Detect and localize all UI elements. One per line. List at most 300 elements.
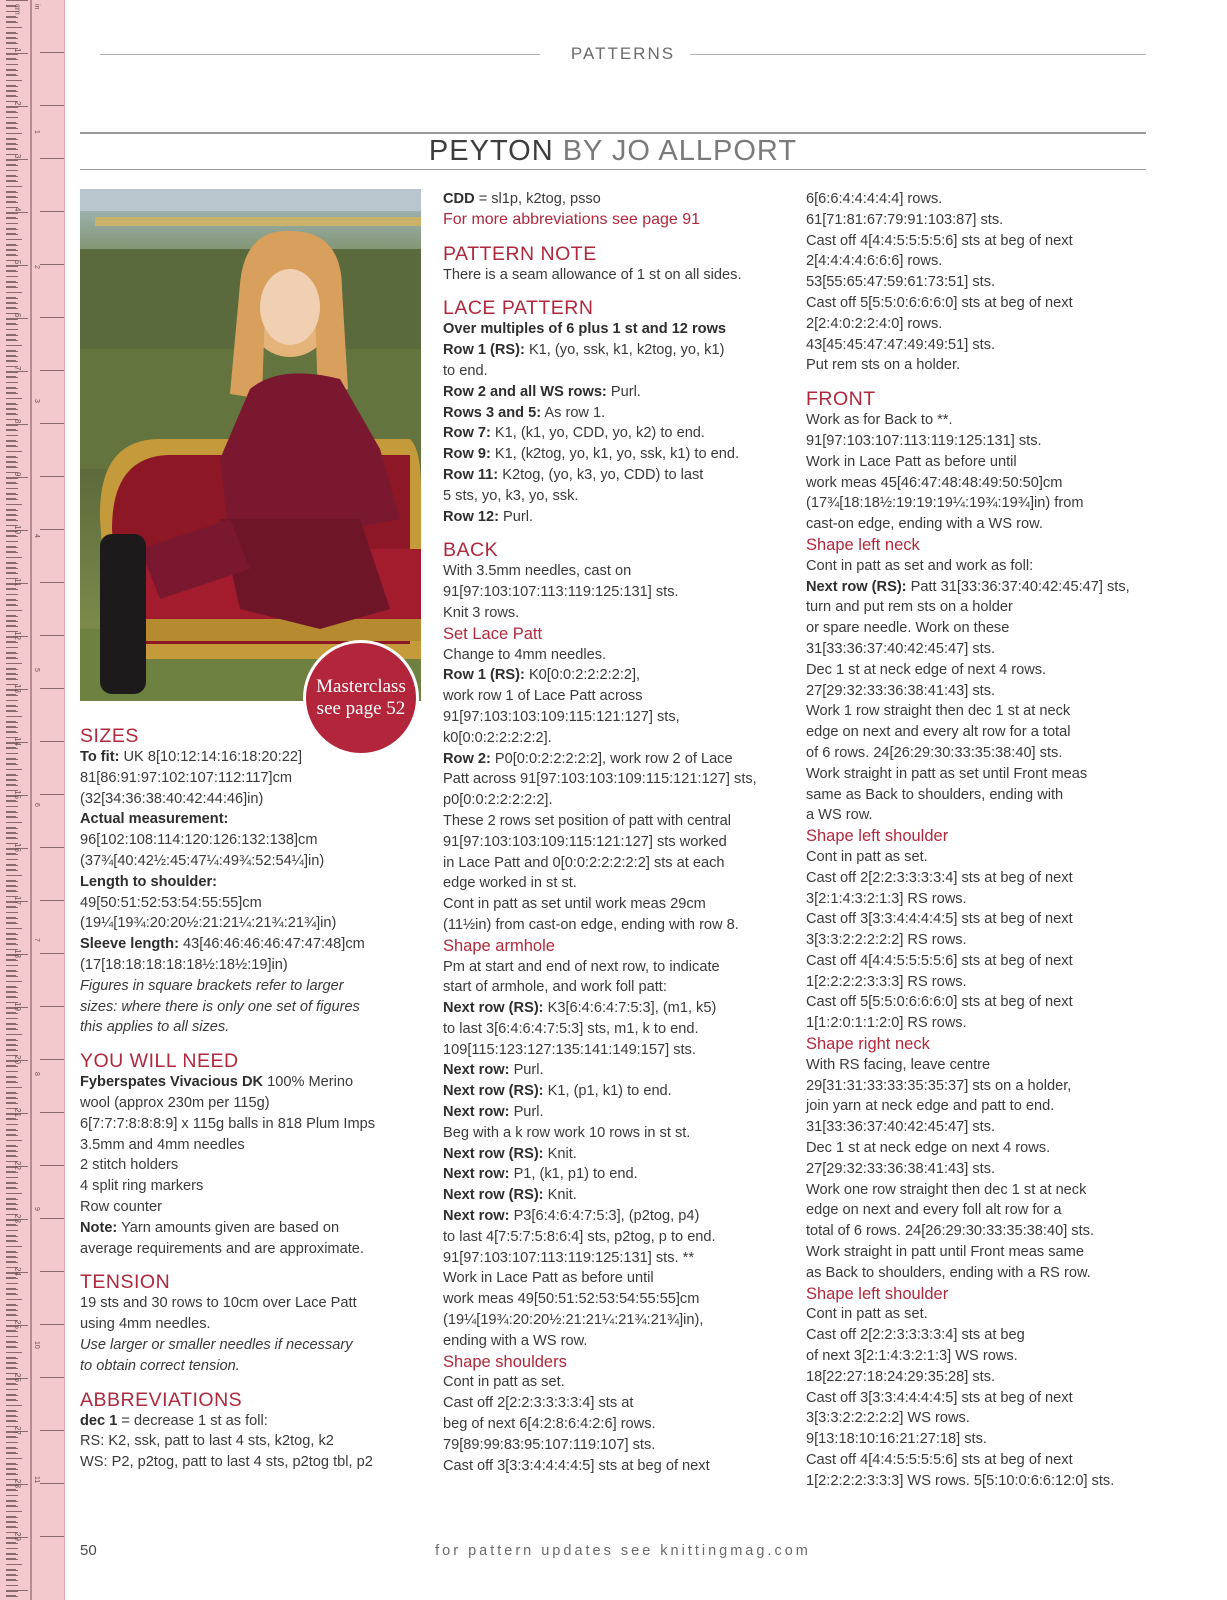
ruler-mm-tick bbox=[6, 239, 22, 240]
ruler-cm-tick bbox=[40, 1112, 64, 1113]
shape-shoulders-subheading: Shape shoulders bbox=[443, 1352, 567, 1371]
ruler-mm-tick bbox=[6, 567, 16, 568]
holders-line: 2 stitch holders bbox=[80, 1157, 179, 1174]
yarn-line: Fyberspates Vivacious DK 100% Merino bbox=[80, 1074, 354, 1091]
ruler-mm-tick bbox=[6, 1553, 16, 1554]
ruler-inch-number: 1 bbox=[33, 130, 40, 134]
armhole-14: to last 4[7:5:7:5:8:6:4] sts, p2tog, p to end. bbox=[443, 1228, 716, 1245]
sizes-note-3: this applies to all sizes. bbox=[80, 1019, 230, 1036]
ruler-cm-tick bbox=[40, 953, 64, 954]
ruler-mm-tick bbox=[6, 1277, 16, 1278]
ruler-cm-number: 25 bbox=[13, 1320, 22, 1329]
ruler-mm-tick bbox=[6, 1187, 16, 1188]
lace-pattern-heading: LACE PATTERN bbox=[443, 297, 594, 320]
ruler-mm-tick bbox=[6, 1182, 16, 1183]
ruler-mm-tick bbox=[6, 1155, 16, 1156]
back-heading: BACK bbox=[443, 539, 499, 562]
ruler-mm-tick bbox=[6, 323, 16, 324]
ruler-mm-tick bbox=[6, 90, 16, 91]
ruler-mm-tick bbox=[6, 1097, 16, 1098]
armhole-5: 109[115:123:127:135:141:149:157] sts. bbox=[443, 1041, 696, 1058]
ruler-mm-tick bbox=[6, 403, 16, 404]
shoulders-4: 79[89:99:83:95:107:119:107] sts. bbox=[443, 1436, 656, 1453]
ruler-cm-tick bbox=[40, 264, 64, 265]
ruler-mm-tick bbox=[6, 604, 16, 605]
ruler-inch-number: 4 bbox=[33, 533, 40, 538]
ruler-mm-tick bbox=[6, 466, 16, 467]
ruler-cm-number: 9 bbox=[13, 472, 22, 477]
ruler-mm-tick bbox=[6, 493, 16, 494]
to-fit-in: (32[34:36:38:40:42:44:46]in) bbox=[80, 790, 264, 807]
dec1-rs: RS: K2, ssk, patt to last 4 sts, k2tog, k2 bbox=[80, 1433, 334, 1450]
ruler-mm-tick bbox=[6, 1299, 22, 1300]
ruler-mm-tick bbox=[6, 387, 16, 388]
ruler-mm-tick bbox=[6, 53, 28, 54]
left-shoulder-9: 1[1:2:0:1:1:2:0] RS rows. bbox=[806, 1015, 967, 1032]
front-6: cast-on edge, ending with a WS row. bbox=[806, 516, 1043, 533]
ruler-mm-tick bbox=[6, 1240, 16, 1241]
left-shoulder-1: Cont in patt as set. bbox=[806, 848, 928, 865]
ruler-mm-tick bbox=[6, 864, 16, 865]
sizes-note-2: sizes: where there is only one set of figures bbox=[80, 998, 360, 1015]
ruler-mm-tick bbox=[6, 1193, 22, 1194]
ruler-cm-tick bbox=[40, 1483, 64, 1484]
left-shoulder-7: 1[2:2:2:2:3:3:3] RS rows. bbox=[806, 973, 967, 990]
ruler-cm-tick bbox=[40, 688, 64, 689]
ruler-mm-tick bbox=[6, 837, 16, 838]
ruler-mm-tick bbox=[6, 678, 16, 679]
ruler-mm-tick bbox=[6, 551, 16, 552]
length-in: (19¼[19¾:20:20½:21:21¼:21¾:21¾]in) bbox=[80, 915, 337, 932]
ruler-mm-tick bbox=[6, 1304, 16, 1305]
more-abbreviations-link[interactable]: For more abbreviations see page 91 bbox=[443, 210, 701, 228]
model-photo bbox=[80, 189, 421, 701]
ruler-cm-number: 23 bbox=[13, 1214, 22, 1223]
ruler-cm-tick bbox=[40, 1059, 64, 1060]
lace-row-7: Row 7: K1, (k1, yo, CDD, yo, k2) to end. bbox=[443, 425, 705, 442]
to-fit-cm: 81[86:91:97:102:107:112:117]cm bbox=[80, 769, 293, 786]
sizes-note-1: Figures in square brackets refer to larger bbox=[80, 977, 344, 994]
ruler-mm-tick bbox=[6, 138, 16, 139]
left-neck-12: same as Back to shoulders, ending with bbox=[806, 786, 1064, 803]
cont-8: 43[45:45:47:47:49:49:51] sts. bbox=[806, 336, 996, 353]
ruler-mm-tick bbox=[6, 721, 16, 722]
ruler-cm-tick bbox=[40, 423, 64, 424]
ruler-mm-tick bbox=[6, 641, 16, 642]
right-neck-4: 31[33:36:37:40:42:45:47] sts. bbox=[806, 1119, 996, 1136]
ruler-mm-tick bbox=[6, 1352, 22, 1353]
ruler-mm-tick bbox=[6, 1585, 16, 1586]
ruler-mm-tick bbox=[6, 307, 16, 308]
ruler-mm-tick bbox=[6, 504, 22, 505]
ruler-inch-number: 2 bbox=[33, 264, 40, 269]
set-lace-6: Row 2: P0[0:0:2:2:2:2:2], work row 2 of Lace bbox=[443, 750, 733, 767]
ruler-mm-tick bbox=[6, 610, 22, 611]
right-neck-2: 29[31:31:33:33:35:35:37] sts on a holder, bbox=[806, 1077, 1072, 1094]
ruler-mm-tick bbox=[6, 37, 16, 38]
armhole-2: start of armhole, and work foll patt: bbox=[443, 979, 667, 996]
ruler-mm-tick bbox=[6, 975, 16, 976]
ruler-mm-tick bbox=[6, 376, 16, 377]
ruler-cm-tick bbox=[40, 105, 64, 106]
ruler-mm-tick bbox=[6, 668, 16, 669]
ruler-mm-tick bbox=[6, 74, 16, 75]
pattern-note-heading: PATTERN NOTE bbox=[443, 242, 597, 265]
ruler-mm-tick bbox=[6, 906, 16, 907]
ruler-mm-tick bbox=[6, 1023, 16, 1024]
ruler-mm-tick bbox=[6, 1436, 16, 1437]
ruler-mm-tick bbox=[6, 1564, 22, 1565]
lace-row-9: Row 9: K1, (k2tog, yo, k1, yo, ssk, k1) to end. bbox=[443, 446, 740, 463]
ruler-mm-tick bbox=[6, 625, 16, 626]
ruler-mm-tick bbox=[6, 1410, 16, 1411]
shoulders-2: Cast off 2[2:2:3:3:3:3:4] sts at bbox=[443, 1395, 634, 1412]
ruler-mm-tick bbox=[6, 355, 16, 356]
dec1-ws: WS: P2, p2tog, patt to last 4 sts, p2tog tbl, p2 bbox=[80, 1454, 373, 1471]
you-will-need-heading: YOU WILL NEED bbox=[80, 1050, 239, 1073]
ruler-mm-tick bbox=[6, 1516, 16, 1517]
ruler-mm-tick bbox=[6, 731, 16, 732]
ruler-mm-tick bbox=[6, 1092, 16, 1093]
set-lace-1: Change to 4mm needles. bbox=[443, 646, 607, 663]
ruler-mm-tick bbox=[6, 196, 16, 197]
ruler-mm-tick bbox=[6, 1357, 16, 1358]
front-heading: FRONT bbox=[806, 388, 876, 411]
ruler-mm-tick bbox=[6, 477, 28, 478]
ruler-mm-tick bbox=[6, 292, 22, 293]
ruler-mm-tick bbox=[6, 244, 16, 245]
ruler-mm-tick bbox=[6, 127, 16, 128]
ruler-mm-tick bbox=[6, 832, 16, 833]
column-2 bbox=[443, 189, 788, 1476]
left-neck-6: Dec 1 st at neck edge of next 4 rows. bbox=[806, 661, 1047, 678]
ruler-cm-number: 8 bbox=[13, 419, 22, 424]
lace-row-3: Rows 3 and 5: As row 1. bbox=[443, 404, 606, 421]
cont-6: Cast off 5[5:5:0:6:6:6:0] sts at beg of next bbox=[806, 294, 1073, 311]
ruler-mm-tick bbox=[6, 32, 16, 33]
ruler-cm-tick bbox=[40, 900, 64, 901]
left-neck-1: Cont in patt as set and work as foll: bbox=[806, 557, 1034, 574]
ruler-mm-tick bbox=[6, 297, 16, 298]
ruler-mm-tick bbox=[6, 663, 22, 664]
to-fit-line: To fit: UK 8[10:12:14:16:18:20:22] bbox=[80, 749, 303, 765]
ruler-cm-number: 29 bbox=[13, 1532, 22, 1541]
left-shoulder-2: Cast off 2[2:2:3:3:3:3:4] sts at beg of next bbox=[806, 869, 1073, 886]
ruler-cm-tick bbox=[40, 1006, 64, 1007]
needles-line: 3.5mm and 4mm needles bbox=[80, 1136, 245, 1153]
ruler-cm-number: 15 bbox=[13, 790, 22, 799]
ruler-mm-tick bbox=[6, 164, 16, 165]
ruler-mm-tick bbox=[6, 1177, 16, 1178]
ruler-mm-tick bbox=[6, 27, 22, 28]
ruler-mm-tick bbox=[6, 180, 16, 181]
armhole-8: Next row: Purl. bbox=[443, 1104, 544, 1121]
left-neck-7: 27[29:32:33:36:38:41:43] sts. bbox=[806, 682, 996, 699]
ruler-cm-number: 6 bbox=[13, 313, 22, 318]
ruler-cm-tick bbox=[40, 211, 64, 212]
ruler-mm-tick bbox=[6, 1341, 16, 1342]
left-neck-2: Next row (RS): Patt 31[33:36:37:40:42:45:47] sts, bbox=[806, 578, 1130, 595]
ruler-mm-tick bbox=[6, 1049, 16, 1050]
ruler-mm-tick bbox=[6, 673, 16, 674]
cdd-line: CDD = sl1p, k2tog, psso bbox=[443, 191, 601, 207]
cont-4: 2[4:4:4:4:6:6:6] rows. bbox=[806, 253, 943, 270]
ruler-mm-tick bbox=[6, 270, 16, 271]
shape-left-shoulder-subheading: Shape left shoulder bbox=[806, 827, 949, 846]
shoulder2-1: Cont in patt as set. bbox=[806, 1306, 928, 1323]
ruler-mm-tick bbox=[6, 758, 16, 759]
ruler-mm-tick bbox=[6, 811, 16, 812]
ruler-mm-tick bbox=[6, 1129, 16, 1130]
tension-1: 19 sts and 30 rows to 10cm over Lace Patt bbox=[80, 1295, 357, 1312]
ruler-mm-tick bbox=[6, 175, 16, 176]
ruler-mm-tick bbox=[6, 546, 16, 547]
ruler-mm-tick bbox=[6, 1362, 16, 1363]
cont-9: Put rem sts on a holder. bbox=[806, 357, 961, 374]
ruler-mm-tick bbox=[6, 875, 22, 876]
ruler-mm-tick bbox=[6, 1495, 16, 1496]
ruler-mm-tick bbox=[6, 1367, 16, 1368]
armhole-16: Work in Lace Patt as before until bbox=[443, 1270, 654, 1287]
cont-2: 61[71:81:67:79:91:103:87] sts. bbox=[806, 211, 1004, 228]
ruler-mm-tick bbox=[6, 1034, 22, 1035]
ruler-mm-tick bbox=[6, 186, 22, 187]
ruler-cm-number: 16 bbox=[13, 843, 22, 852]
ruler-inch-number: 11 bbox=[33, 1476, 40, 1484]
armhole-10: Next row (RS): Knit. bbox=[443, 1145, 577, 1162]
ruler-mm-tick bbox=[6, 1542, 16, 1543]
markers-line: 4 split ring markers bbox=[80, 1178, 204, 1195]
lace-row-11-cont: 5 sts, yo, k3, yo, ssk. bbox=[443, 487, 579, 504]
ruler-mm-tick bbox=[6, 1198, 16, 1199]
right-neck-3: join yarn at neck edge and patt to end. bbox=[806, 1098, 1055, 1115]
page-number: 50 bbox=[80, 1542, 97, 1559]
front-5: (17¾[18:18½:19:19:19¼:19¾:19¾]in) from bbox=[806, 495, 1084, 512]
left-neck-3: turn and put rem sts on a holder bbox=[806, 599, 1013, 616]
set-lace-7: Patt across 91[97:103:103:109:115:121:127] sts, bbox=[443, 771, 757, 788]
cont-3: Cast off 4[4:4:5:5:5:5:6] sts at beg of next bbox=[806, 232, 1073, 249]
ruler-mm-tick bbox=[6, 451, 22, 452]
set-lace-8: p0[0:0:2:2:2:2:2]. bbox=[443, 792, 553, 809]
ruler-mm-tick bbox=[6, 440, 16, 441]
ruler-mm-tick bbox=[6, 482, 16, 483]
ruler-mm-tick bbox=[6, 339, 16, 340]
ruler-cm-tick bbox=[40, 582, 64, 583]
left-shoulder-6: Cast off 4[4:4:5:5:5:5:6] sts at beg of next bbox=[806, 952, 1073, 969]
ruler-mm-tick bbox=[6, 1076, 16, 1077]
ruler-mm-tick bbox=[6, 986, 16, 987]
shoulder2-6: 3[3:3:2:2:2:2:2] WS rows. bbox=[806, 1410, 970, 1427]
ruler-mm-tick bbox=[6, 1251, 16, 1252]
ruler-mm-tick bbox=[6, 853, 16, 854]
back-line-3: Knit 3 rows. bbox=[443, 604, 520, 621]
actual-label: Actual measurement: bbox=[80, 811, 229, 828]
ruler-mm-tick bbox=[6, 822, 22, 823]
ruler-inch-number: 10 bbox=[33, 1341, 40, 1350]
ruler-mm-tick bbox=[6, 753, 16, 754]
ruler-mm-tick bbox=[6, 1134, 16, 1135]
yarn-note-2: average requirements and are approximate. bbox=[80, 1240, 364, 1257]
ruler-mm-tick bbox=[6, 647, 16, 648]
ruler-cm-number: 20 bbox=[13, 1055, 22, 1064]
ruler-mm-tick bbox=[6, 1230, 16, 1231]
ruler-mm-tick bbox=[6, 763, 16, 764]
ruler-mm-tick bbox=[6, 816, 16, 817]
ruler-mm-tick bbox=[6, 1463, 16, 1464]
ruler-cm-tick bbox=[40, 1377, 64, 1378]
sizes-heading: SIZES bbox=[80, 725, 139, 747]
ruler-mm-tick bbox=[6, 0, 28, 1]
ruler-cm-tick bbox=[40, 1271, 64, 1272]
actual-cm: 96[102:108:114:120:126:132:138]cm bbox=[80, 832, 318, 849]
ruler-mm-tick bbox=[6, 1150, 16, 1151]
ruler-mm-tick bbox=[6, 170, 16, 171]
ruler-mm-tick bbox=[6, 201, 16, 202]
ruler-mm-tick bbox=[6, 996, 16, 997]
badge-line-1: Masterclass bbox=[316, 676, 406, 698]
ruler-mm-tick bbox=[6, 562, 16, 563]
ruler-mm-tick bbox=[6, 827, 16, 828]
ruler-mm-tick bbox=[6, 1203, 16, 1204]
ruler-inch-number: 3 bbox=[33, 399, 40, 404]
set-lace-5: k0[0:0:2:2:2:2:2]. bbox=[443, 729, 552, 746]
ruler-cm-number: 24 bbox=[13, 1267, 22, 1276]
right-neck-9: total of 6 rows. 24[26:29:30:33:35:38:40] sts. bbox=[806, 1223, 1095, 1240]
ruler-mm-tick bbox=[6, 488, 16, 489]
ruler-mm-tick bbox=[6, 572, 16, 573]
ruler-mm-tick bbox=[6, 1081, 16, 1082]
front-4: work meas 45[46:47:48:48:49:50:50]cm bbox=[806, 474, 1063, 491]
ruler-cm-number: 22 bbox=[13, 1161, 22, 1170]
yarn-line-3: 6[7:7:7:8:8:8:9] x 115g balls in 818 Plum Imps bbox=[80, 1115, 376, 1132]
ruler-cm-number: 19 bbox=[13, 1002, 22, 1011]
shoulder2-4: 18[22:27:18:24:29:35:28] sts. bbox=[806, 1368, 996, 1385]
ruler-mm-tick bbox=[6, 16, 16, 17]
ruler-mm-tick bbox=[6, 143, 16, 144]
ruler-cm-tick bbox=[40, 1536, 64, 1537]
armhole-1: Pm at start and end of next row, to indicate bbox=[443, 958, 720, 975]
armhole-7: Next row (RS): K1, (p1, k1) to end. bbox=[443, 1083, 672, 1100]
ruler-mm-tick bbox=[6, 360, 16, 361]
ruler-mm-tick bbox=[6, 747, 16, 748]
ruler-mm-tick bbox=[6, 117, 16, 118]
yarn-note: Note: Yarn amounts given are based on bbox=[80, 1219, 340, 1236]
ruler-mm-tick bbox=[6, 111, 16, 112]
left-shoulder-4: Cast off 3[3:3:4:4:4:4:5] sts at beg of next bbox=[806, 911, 1073, 928]
ruler-inch-number: 5 bbox=[33, 668, 40, 673]
ruler-mm-tick bbox=[6, 1569, 16, 1570]
ruler-mm-tick bbox=[6, 1039, 16, 1040]
measuring-ruler bbox=[0, 0, 65, 1600]
footer-url: for pattern updates see knittingmag.com bbox=[435, 1543, 811, 1559]
ruler-mm-tick bbox=[6, 159, 28, 160]
ruler-cm-tick bbox=[40, 529, 64, 530]
ruler-mm-tick bbox=[6, 148, 16, 149]
ruler-mm-tick bbox=[6, 933, 16, 934]
ruler-mm-tick bbox=[6, 541, 16, 542]
right-neck-5: Dec 1 st at neck edge on next 4 rows. bbox=[806, 1140, 1051, 1157]
set-lace-subheading: Set Lace Patt bbox=[443, 624, 543, 643]
ruler-mm-tick bbox=[6, 1288, 16, 1289]
ruler-mm-tick bbox=[6, 514, 16, 515]
ruler-mm-tick bbox=[6, 716, 22, 717]
ruler-cm-tick bbox=[40, 847, 64, 848]
ruler-mm-tick bbox=[6, 228, 16, 229]
armhole-17: work meas 49[50:51:52:53:54:55:55]cm bbox=[443, 1291, 700, 1308]
ruler-mm-tick bbox=[6, 1452, 16, 1453]
sleeve-in: (17[18:18:18:18:18½:18½:19]in) bbox=[80, 956, 288, 973]
lace-row-11: Row 11: K2tog, (yo, k3, yo, CDD) to last bbox=[443, 466, 704, 483]
ruler-mm-tick bbox=[6, 1505, 16, 1506]
ruler-cm-number: 11 bbox=[13, 578, 22, 587]
ruler-mm-tick bbox=[6, 859, 16, 860]
ruler-strip bbox=[30, 0, 32, 1600]
ruler-mm-tick bbox=[6, 1171, 16, 1172]
yarn-line-2: wool (approx 230m per 115g) bbox=[80, 1094, 270, 1111]
ruler-mm-tick bbox=[6, 392, 16, 393]
ruler-mm-tick bbox=[6, 286, 16, 287]
ruler-mm-tick bbox=[6, 1415, 16, 1416]
section-label: PATTERNS bbox=[570, 44, 676, 63]
ruler-mm-tick bbox=[6, 965, 16, 966]
ruler-mm-tick bbox=[6, 1261, 16, 1262]
length-cm: 49[50:51:52:53:54:55:55]cm bbox=[80, 894, 262, 911]
ruler-mm-tick bbox=[6, 1399, 16, 1400]
shape-right-neck-subheading: Shape right neck bbox=[806, 1035, 930, 1054]
ruler-cm-number: 27 bbox=[13, 1426, 22, 1435]
ruler-cm-tick bbox=[40, 635, 64, 636]
right-neck-11: as Back to shoulders, ending with a RS row. bbox=[806, 1264, 1091, 1281]
ruler-mm-tick bbox=[6, 784, 16, 785]
ruler-mm-tick bbox=[6, 1590, 28, 1591]
ruler-mm-tick bbox=[6, 1579, 16, 1580]
ruler-mm-tick bbox=[6, 1405, 22, 1406]
ruler-cm-number: 10 bbox=[13, 525, 22, 534]
left-neck-5: 31[33:36:37:40:42:45:47] sts. bbox=[806, 640, 996, 657]
tension-heading: TENSION bbox=[80, 1271, 171, 1294]
tension-3: Use larger or smaller needles if necessary bbox=[80, 1336, 353, 1353]
ruler-mm-tick bbox=[6, 133, 22, 134]
ruler-cm-number: 17 bbox=[13, 896, 22, 905]
ruler-mm-tick bbox=[6, 1548, 16, 1549]
title-rule-bottom bbox=[80, 169, 1146, 170]
shoulder2-2: Cast off 2[2:2:3:3:3:3:4] sts at beg bbox=[806, 1327, 1025, 1344]
ruler-cm-tick bbox=[40, 370, 64, 371]
ruler-mm-tick bbox=[6, 122, 16, 123]
set-lace-4: 91[97:103:103:109:115:121:127] sts, bbox=[443, 708, 680, 725]
ruler-mm-tick bbox=[6, 959, 16, 960]
armhole-3: Next row (RS): K3[6:4:6:4:7:5:3], (m1, k5) bbox=[443, 1000, 717, 1017]
left-shoulder-5: 3[3:3:2:2:2:2:2] RS rows. bbox=[806, 932, 967, 949]
ruler-cm-tick bbox=[40, 794, 64, 795]
ruler-mm-tick bbox=[6, 1558, 16, 1559]
ruler-mm-tick bbox=[6, 217, 16, 218]
ruler-mm-tick bbox=[6, 1309, 16, 1310]
ruler-mm-tick bbox=[6, 700, 16, 701]
set-lace-2: Row 1 (RS): K0[0:0:2:2:2:2:2], bbox=[443, 667, 641, 684]
ruler-mm-tick bbox=[6, 233, 16, 234]
ruler-mm-tick bbox=[6, 281, 16, 282]
set-lace-11: in Lace Patt and 0[0:0:2:2:2:2:2] sts at each bbox=[443, 854, 725, 871]
ruler-mm-tick bbox=[6, 371, 28, 372]
ruler-mm-tick bbox=[6, 535, 16, 536]
ruler-mm-tick bbox=[6, 1383, 16, 1384]
ruler-cm-tick bbox=[40, 1165, 64, 1166]
armhole-13: Next row: P3[6:4:6:4:7:5:3], (p2tog, p4) bbox=[443, 1208, 700, 1225]
ruler-mm-tick bbox=[6, 69, 16, 70]
shape-left-neck-subheading: Shape left neck bbox=[806, 535, 920, 554]
ruler-mm-tick bbox=[6, 1389, 16, 1390]
